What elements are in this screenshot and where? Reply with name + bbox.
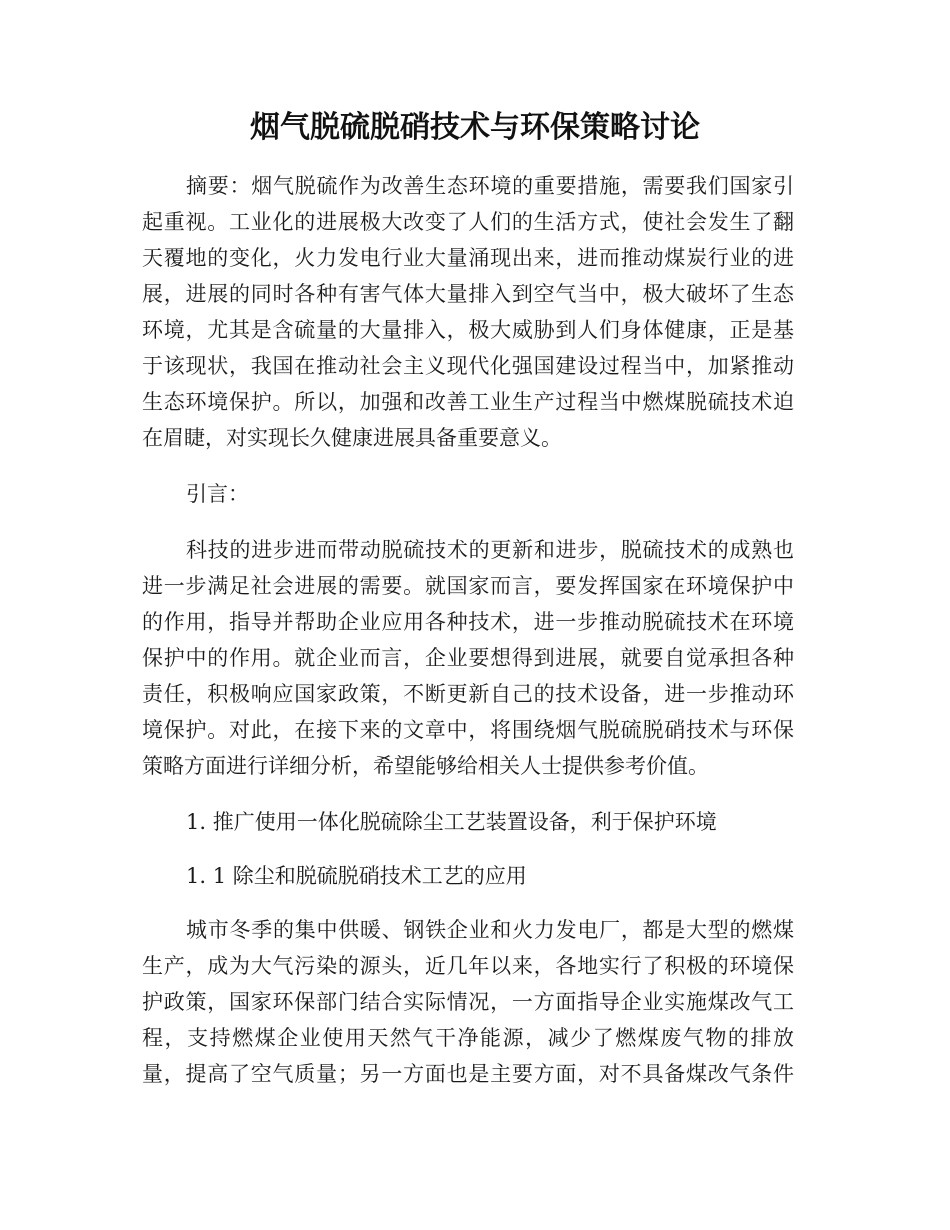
- abstract-line: 于该现状，我国在推动社会主义现代化强国建设过程当中，加紧推动: [142, 354, 794, 378]
- section-heading: 1. 推广使用一体化脱硫除尘工艺装置设备，利于保护环境: [186, 810, 717, 834]
- body-line: 生产，成为大气污染的源头，近几年以来，各地实行了积极的环境保: [142, 954, 794, 978]
- abstract-line: 生态环境保护。所以，加强和改善工业生产过程当中燃煤脱硫技术迫: [142, 390, 794, 414]
- body-line: 城市冬季的集中供暖、钢铁企业和火力发电厂，都是大型的燃煤: [186, 918, 794, 942]
- abstract-line: 起重视。工业化的进展极大改变了人们的生活方式，使社会发生了翻: [142, 210, 794, 234]
- intro-heading: 引言：: [186, 482, 249, 506]
- subsection-heading: 1. 1 除尘和脱硫脱硝技术工艺的应用: [186, 864, 527, 888]
- body-line: 程，支持燃煤企业使用天然气干净能源，减少了燃煤废气物的排放: [142, 1026, 794, 1050]
- intro-line: 境保护。对此，在接下来的文章中，将围绕烟气脱硫脱硝技术与环保: [142, 718, 794, 742]
- body-line: 护政策，国家环保部门结合实际情况，一方面指导企业实施煤改气工: [142, 990, 794, 1014]
- body-line: 量，提高了空气质量；另一方面也是主要方面，对不具备煤改气条件: [142, 1062, 794, 1086]
- abstract-line: 展，进展的同时各种有害气体大量排入到空气当中，极大破坏了生态: [142, 282, 794, 306]
- abstract-line: 天覆地的变化，火力发电行业大量涌现出来，进而推动煤炭行业的进: [142, 246, 794, 270]
- abstract-line: 环境，尤其是含硫量的大量排入，极大威胁到人们身体健康，正是基: [142, 318, 794, 342]
- abstract-line: 摘要：烟气脱硫作为改善生态环境的重要措施，需要我们国家引: [186, 174, 794, 198]
- intro-line: 科技的进步进而带动脱硫技术的更新和进步，脱硫技术的成熟也: [186, 538, 794, 562]
- intro-line: 责任，积极响应国家政策，不断更新自己的技术设备，进一步推动环: [142, 682, 794, 706]
- abstract-line: 在眉睫，对实现长久健康进展具备重要意义。: [142, 426, 562, 450]
- document-title: 烟气脱硫脱硝技术与环保策略讨论: [250, 110, 700, 145]
- intro-line: 保护中的作用。就企业而言，企业要想得到进展，就要自觉承担各种: [142, 646, 794, 670]
- intro-line: 进一步满足社会进展的需要。就国家而言，要发挥国家在环境保护中: [142, 574, 794, 598]
- intro-line: 的作用，指导并帮助企业应用各种技术，进一步推动脱硫技术在环境: [142, 610, 794, 634]
- intro-line: 策略方面进行详细分析，希望能够给相关人士提供参考价值。: [142, 754, 709, 778]
